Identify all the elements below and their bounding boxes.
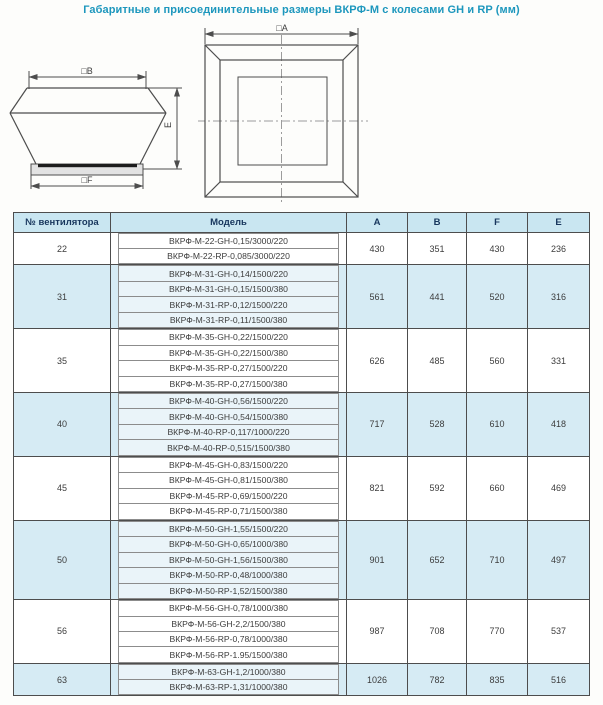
dimension-b-cell: 351: [408, 233, 467, 264]
column-header-e: E: [555, 217, 562, 228]
fan-base-gasket: [38, 164, 137, 167]
model-list-cell: [111, 233, 347, 264]
fan-number-cell: 56: [14, 600, 111, 663]
dimension-f-cell: 610: [467, 393, 528, 456]
fan-size-group-row: [14, 600, 589, 664]
model-name: ВКРФ-М-40-GH-0,54/1500/380: [118, 408, 339, 424]
model-name: ВКРФ-М-50-RP-1,52/1500/380: [118, 583, 339, 600]
fan-number-cell: 45: [14, 457, 111, 520]
model-list-cell: [111, 265, 347, 328]
model-name: ВКРФ-М-40-GH-0,56/1500/220: [118, 393, 339, 409]
dimension-f-cell: 710: [467, 521, 528, 600]
dimension-b-cell: 782: [408, 664, 467, 695]
model-name: ВКРФ-М-56-GH-0,78/1000/380: [118, 600, 339, 616]
model-name: ВКРФ-М-31-GH-0,14/1500/220: [118, 265, 339, 281]
column-header-model: Модель: [111, 213, 347, 232]
dimension-a-cell: 821: [347, 457, 408, 520]
dimension-b-cell: 441: [408, 265, 467, 328]
dimension-a-cell: 901: [347, 521, 408, 600]
model-list-cell: [111, 521, 347, 600]
column-header-number: № вентилятора: [14, 213, 111, 232]
fan-side-view-drawing: [6, 62, 201, 202]
dimension-e-cell: 469: [550, 483, 567, 494]
model-name: ВКРФ-М-31-GH-0,15/1500/380: [118, 281, 339, 297]
model-name: ВКРФ-М-63-RP-1,31/1000/380: [118, 679, 339, 695]
fan-number-cell: 40: [14, 393, 111, 456]
model-name: ВКРФ-М-35-RP-0,27/1500/380: [118, 376, 339, 392]
fan-number-cell: 63: [14, 664, 111, 695]
model-name: ВКРФ-М-35-GH-0,22/1500/220: [118, 329, 339, 345]
model-name: ВКРФ-М-50-GH-1,56/1500/380: [118, 552, 339, 569]
model-name: ВКРФ-М-22-GH-0,15/3000/220: [118, 233, 339, 249]
model-name: ВКРФ-М-45-GH-0,81/1500/380: [118, 472, 339, 488]
dimension-label-a: □A: [276, 23, 288, 33]
dimension-a-cell: 430: [347, 233, 408, 264]
fan-size-group-row: [14, 393, 589, 457]
model-name: ВКРФ-М-45-GH-0,83/1500/220: [118, 457, 339, 473]
model-name: ВКРФ-М-50-GH-0,65/1000/380: [118, 536, 339, 553]
dimension-f-cell: 835: [467, 664, 528, 695]
model-name: ВКРФ-М-22-RP-0,085/3000/220: [118, 248, 339, 264]
model-name: ВКРФ-М-31-RP-0,12/1500/220: [118, 296, 339, 312]
fan-size-group-row: [14, 664, 589, 695]
model-name: ВКРФ-М-50-RP-0,48/1000/380: [118, 567, 339, 584]
model-list-cell: [111, 393, 347, 456]
model-name: ВКРФ-М-50-GH-1,55/1500/220: [118, 521, 339, 538]
model-name: ВКРФ-М-45-RP-0,71/1500/380: [118, 503, 339, 519]
fan-size-group-row: [14, 521, 589, 601]
dimension-e-cell: 331: [550, 355, 567, 366]
model-name: ВКРФ-М-56-RP-0,78/1000/380: [118, 631, 339, 647]
dimension-label-e: E: [163, 121, 173, 129]
dimension-e-cell: 418: [550, 419, 567, 430]
fan-number-cell: 35: [14, 329, 111, 392]
table-header-row: [14, 213, 589, 233]
model-name: ВКРФ-М-56-GH-2,2/1500/380: [118, 616, 339, 632]
dimension-e-cell: 516: [550, 674, 567, 685]
dimension-f-cell: 430: [467, 233, 528, 264]
dimension-e-cell: 236: [550, 243, 567, 254]
model-name: ВКРФ-М-35-RP-0,27/1500/220: [118, 360, 339, 376]
dimension-b-cell: 592: [408, 457, 467, 520]
dimension-label-b: □B: [81, 66, 93, 76]
model-list-cell: [111, 329, 347, 392]
model-name: ВКРФ-М-63-GH-1,2/1000/380: [118, 664, 339, 680]
dimension-f-cell: 560: [467, 329, 528, 392]
model-name: ВКРФ-М-40-RP-0,117/1000/220: [118, 424, 339, 440]
dimension-e-cell: 316: [550, 291, 567, 302]
dimension-a-cell: 1026: [347, 664, 408, 695]
dimension-f-cell: 660: [467, 457, 528, 520]
model-list-cell: [111, 600, 347, 663]
dimensions-table: [13, 212, 590, 696]
model-list-cell: [111, 457, 347, 520]
dimension-b-cell: 528: [408, 393, 467, 456]
fan-top-view-drawing: [198, 22, 370, 204]
page-title: Габаритные и присоединительные размеры ВКРФ-М с колесами GH и RP (мм): [83, 4, 520, 16]
fan-size-group-row: [14, 457, 589, 521]
model-name: ВКРФ-М-40-RP-0,515/1500/380: [118, 439, 339, 455]
fan-size-group-row: [14, 329, 589, 393]
fan-number-cell: 31: [14, 265, 111, 328]
dimension-b-cell: 652: [408, 521, 467, 600]
dimension-label-f: □F: [81, 175, 93, 185]
dimension-b-cell: 708: [408, 600, 467, 663]
dimension-f-cell: 770: [467, 600, 528, 663]
model-list-cell: [111, 664, 347, 695]
dimension-a-cell: 987: [347, 600, 408, 663]
column-header-a: A: [347, 213, 408, 232]
fan-silhouette: [10, 88, 166, 175]
table-body: [14, 233, 589, 695]
fan-size-group-row: [14, 233, 589, 265]
dimension-a-cell: 626: [347, 329, 408, 392]
fan-number-cell: 50: [14, 521, 111, 600]
dimension-b-cell: 485: [408, 329, 467, 392]
dimension-a-cell: 717: [347, 393, 408, 456]
column-header-f: F: [467, 213, 528, 232]
model-name: ВКРФ-М-31-RP-0,11/1500/380: [118, 312, 339, 328]
dimension-e-cell: 537: [550, 626, 567, 637]
column-header-b: B: [408, 213, 467, 232]
model-name: ВКРФ-М-45-RP-0,69/1500/220: [118, 488, 339, 504]
fan-size-group-row: [14, 265, 589, 329]
model-name: ВКРФ-М-35-GH-0,22/1500/380: [118, 345, 339, 361]
fan-number-cell: 22: [14, 233, 111, 264]
dimension-f-cell: 520: [467, 265, 528, 328]
model-name: ВКРФ-М-56-RP-1.95/1500/380: [118, 646, 339, 662]
dimension-a-cell: 561: [347, 265, 408, 328]
dimension-e-cell: 497: [550, 554, 567, 565]
